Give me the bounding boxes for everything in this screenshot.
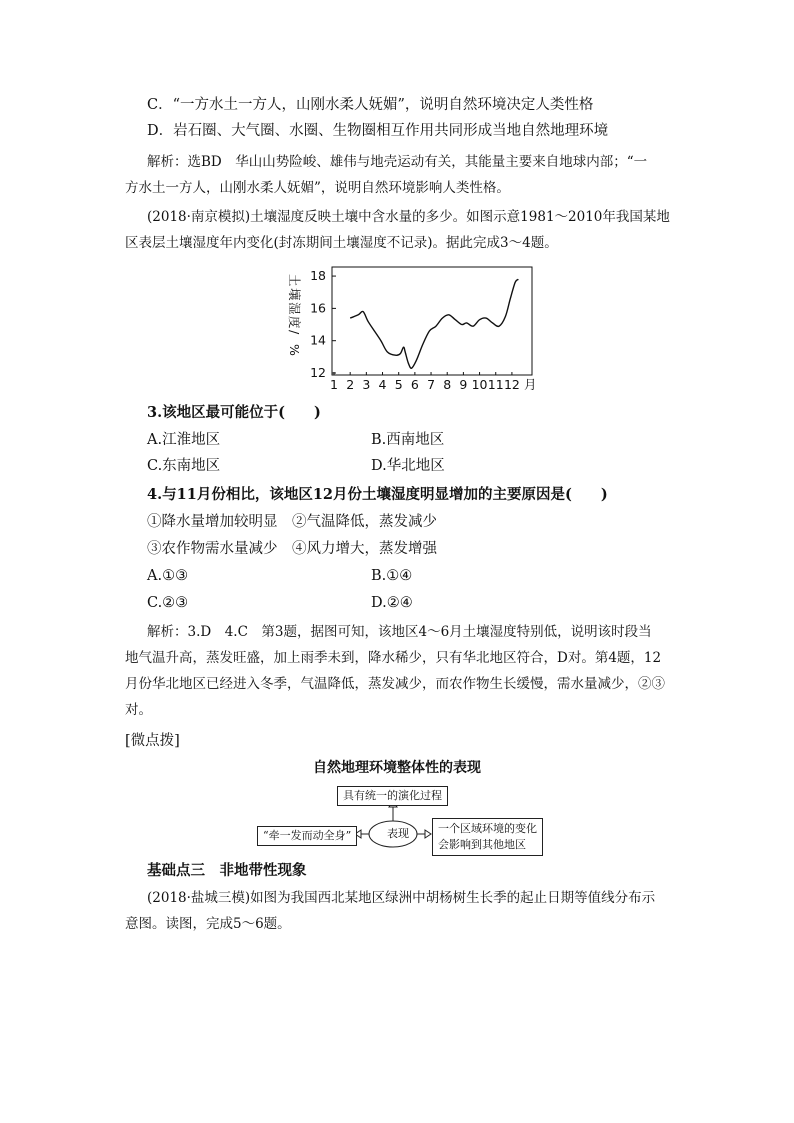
intro-line-1: (2018·南京模拟)土壤湿度反映土壤中含水量的多少。如图示意1981～2010年我国某地 — [147, 209, 670, 225]
y-tick-label: 18 — [310, 268, 326, 284]
option-c: C．“一方水土一方人，山刚水柔人妩媚”，说明自然环境决定人类性格 — [147, 97, 594, 113]
x-axis-label: 月 — [524, 377, 537, 392]
box-chain-reaction: “牵一发而动全身” — [257, 826, 357, 846]
y-axis-label — [287, 274, 302, 356]
box-regional-influence — [432, 818, 543, 856]
explanation-2-line-4: 对。 — [125, 702, 152, 718]
y-axis-label-char: 壤 — [287, 288, 302, 301]
y-axis-label-char: 土 — [287, 274, 302, 287]
q3-option-d: D.华北地区 — [371, 458, 445, 474]
center-label: 表现 — [387, 827, 409, 840]
x-tick-label: 8 — [443, 377, 452, 392]
series-line — [350, 279, 518, 368]
explanation-2-line-2: 地气温升高，蒸发旺盛，加上雨季未到，降水稀少，只有华北地区符合，D对。第4题，12 — [125, 650, 662, 666]
x-tick-label: 12 — [503, 377, 520, 392]
x-tick-label: 9 — [459, 377, 468, 392]
y-axis-label-char: 湿 — [287, 302, 302, 315]
x-tick-label: 2 — [346, 377, 355, 392]
question-3: 3.该地区最可能位于( ) — [147, 404, 321, 421]
y-tick-label: 12 — [310, 365, 326, 380]
intro2-line-1: (2018·盐城三模)如图为我国西北某地区绿洲中胡杨树生长季的起止日期等值线分布示 — [147, 890, 656, 906]
explanation-2-line-1: 解析：3.D 4.C 第3题，据图可知，该地区4～6月土壤湿度特别低，说明该时段当 — [147, 624, 652, 640]
diagram-title: 自然地理环境整体性的表现 — [313, 760, 481, 776]
x-tick-label: 3 — [362, 377, 371, 392]
y-tick-label: 16 — [310, 300, 326, 316]
x-tick-label: 10 — [471, 377, 488, 392]
intro-line-2: 区表层土壤湿度年内变化(封冻期间土壤湿度不记录)。据此完成3～4题。 — [125, 235, 558, 251]
q4-statements-2: ③农作物需水量减少 ④风力增大，蒸发增强 — [147, 541, 437, 557]
explanation-1-line-1: 解析：选BD 华山山势险峻、雄伟与地壳运动有关，其能量主要来自地球内部；“一 — [147, 154, 648, 170]
explanation-2-line-3: 月份华北地区已经进入冬季，气温降低，蒸发减少，而农作物生长缓慢，需水量减少，②③ — [125, 676, 665, 692]
q4-option-b: B.①④ — [371, 568, 413, 584]
question-4: 4.与11月份相比，该地区12月份土壤湿度明显增加的主要原因是( ) — [147, 486, 608, 503]
tip-label: [微点拨] — [125, 733, 180, 749]
x-tick-label: 11 — [487, 377, 504, 392]
y-axis-label-char: 度 — [287, 316, 302, 329]
q3-option-a: A.江淮地区 — [147, 432, 221, 448]
x-tick-label: 7 — [427, 377, 436, 392]
q3-option-b: B.西南地区 — [371, 432, 445, 448]
box-unified-evolution: 具有统一的演化过程 — [337, 786, 448, 806]
q4-option-c: C.②③ — [147, 595, 189, 611]
box-regional-influence-line-1: 一个区域环境的变化 — [438, 822, 537, 835]
plot-frame — [332, 267, 532, 375]
explanation-1-line-2: 方水土一方人，山刚水柔人妩媚”，说明自然环境影响人类性格。 — [125, 180, 510, 196]
intro2-line-2: 意图。读图，完成5～6题。 — [125, 916, 291, 932]
q4-option-a: A.①③ — [147, 568, 189, 584]
box-regional-influence-line-2: 会影响到其他地区 — [438, 838, 526, 851]
x-tick-label: 4 — [378, 377, 387, 392]
x-tick-label: 5 — [394, 377, 403, 392]
arrow-right-head-icon — [425, 830, 431, 838]
x-tick-label: 6 — [410, 377, 419, 392]
soil-moisture-chart — [282, 262, 542, 392]
q4-statements-1: ①降水量增加较明显 ②气温降低，蒸发减少 — [147, 514, 437, 530]
q3-option-c: C.东南地区 — [147, 458, 221, 474]
y-axis-label-char: % — [287, 344, 302, 356]
y-tick-label: 14 — [310, 332, 326, 348]
option-d: D．岩石圈、大气圈、水圈、生物圈相互作用共同形成当地自然地理环境 — [147, 123, 609, 139]
q4-option-d: D.②④ — [371, 595, 413, 611]
x-tick-label: 1 — [330, 377, 338, 392]
section-heading: 基础点三 非地带性现象 — [147, 862, 307, 879]
y-axis-label-char: / — [287, 330, 302, 335]
